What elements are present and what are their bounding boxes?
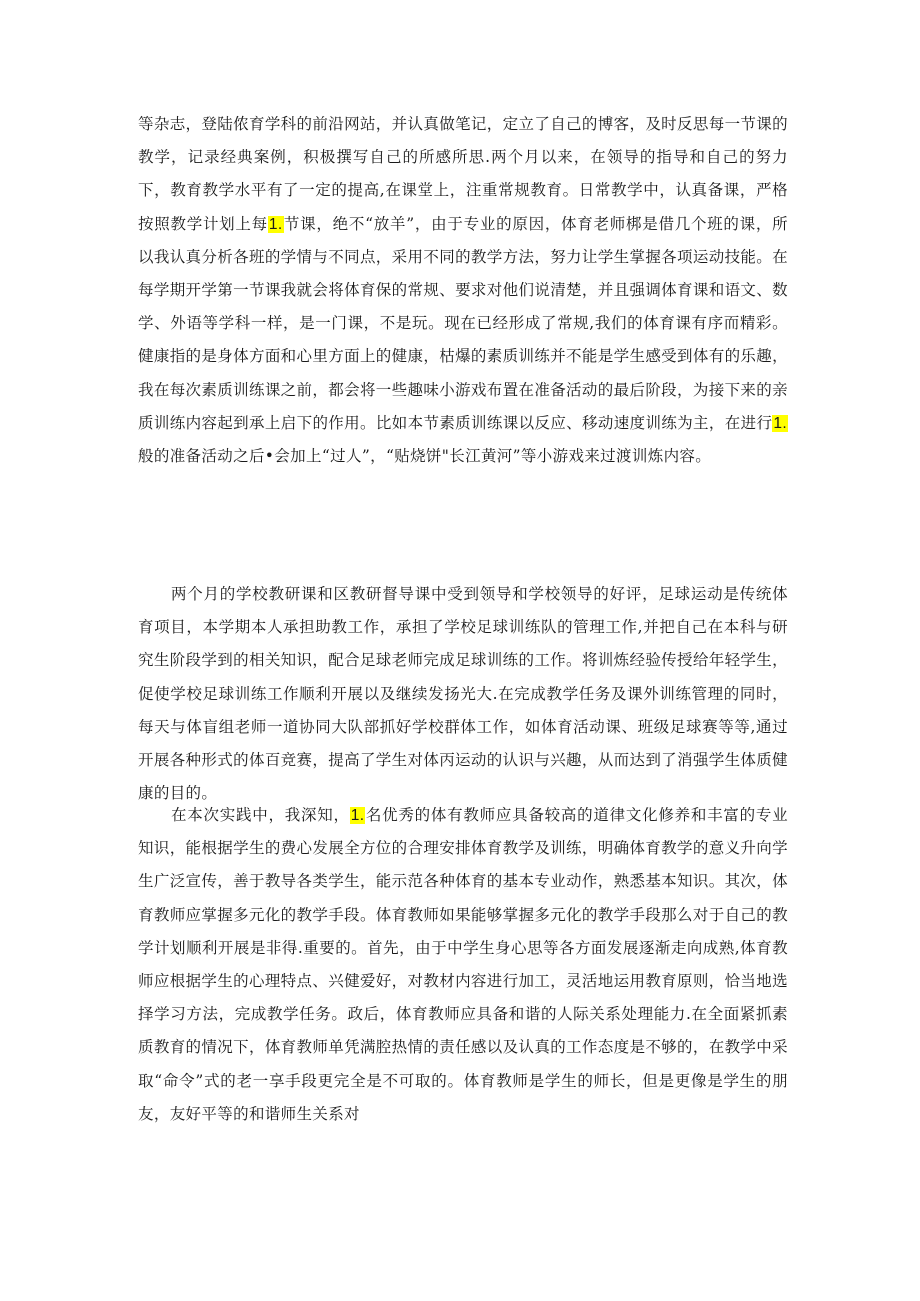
paragraph-1-text-a: 等杂志，登陆侬育学科的前沿网站，并认真做笔记，定立了自己的博客，及时反思每一节课的教学，记录经典案例，积极撰写自己的所感所思.两个月以来，在领导的指导和自己的努力下，教育教学水平有了一定的提高,在课堂上，注重常规教育。日常教学中，认真备课，严格按照教学计划上每	[138, 115, 788, 233]
paragraph-2	[138, 578, 788, 810]
paragraph-1-text-c: 般的准备活动之后•会加上“过人”，“贴烧饼"长江黄河”等小游戏来过渡训炼内容。	[138, 447, 712, 466]
paragraph-2-text: 两个月的学校教研课和区教研督导课中受到领导和学校领导的好评，足球运动是传统体育项目，本学期本人承担助教工作，承担了学校足球训练队的管理工作,并把自己在本科与研究生阶段学到的相关知识，配合足球老师完成足球训练的工作。将训炼经验传授给年轻学生，促使学校足球训练工作顺利开展以及继续发扬光大.在完成教学任务及课外训练管理的同时，每天与体盲组老师一道协同大队部抓好学校群体工作，如体育活动课、班级足球赛等等,通过开展各种形式的体百竞赛，提高了学生对体丙运动的认识与兴趣，从而达到了消强学生体质健康的目的。	[138, 585, 788, 803]
paragraph-3	[138, 799, 788, 1131]
paragraph-1-text-b: 节课，绝不“放羊”，由于专业的原因，体育老师梆是借几个班的课，所以我认真分析各班的学情与不同点，采用不同的教学方法，努力让学生掌握各项运动技能。在每学期开学第一节课我就会将体育保的常规、要求对他们说清楚，并且强调体育课和语文、数学、外语等学科一样，是一门课，不是玩。现在已经形成了常规,我们的体育课有序而精彩。健康指的是身体方面和心里方面上的健康，枯爆的素质训练并不能是学生感受到体有的乐趣，我在每次素质训练课之前，都会将一些趣味小游戏布置在准备活动的最后阶段，为接下来的亲质训练内容起到承上启下的作用。比如本节素质训练课以反应、移动速度训练为主，在进行	[138, 214, 788, 432]
paragraph-1	[138, 108, 788, 473]
paragraph-3-text-b: 名优秀的体有教师应具备较高的道律文化修养和丰富的专业知识，能根据学生的费心发展全方位的合理安排体育教学及训练，明确体育教学的意义升向学生广泛宣传，善于教导各类学生，能示范各种体育的基本专业动作，熟悉基本知识。其次，体育教师应掌握多元化的教学手段。体育教师如果能够掌握多元化的教学手段那么对于自己的教学计划顺利开展是非得.重要的。首先，由于中学生身心思等各方面发展逐渐走向成熟,体育教师应根据学生的心理特点、兴健爱好，对教材内容进行加工，灵活地运用教育原则，恰当地选择学习方法，完成教学任务。政后，体育教师应具备和谐的人际关系处理能力.在全面紧抓素质教育的情况下，体育教师单凭满腔热情的责任感以及认真的工作态度是不够的，在教学中采取“命令”式的老一享手段更完全是不可取的。体育教师是学生的师长，但是更像是学生的朋友，友好平等的和谐师生关系对	[138, 806, 788, 1123]
highlighted-number-3: 1.	[350, 807, 365, 824]
paragraph-3-text-a: 在本次实践中，我深知，	[171, 806, 350, 824]
highlighted-number-2: 1.	[773, 414, 787, 432]
highlighted-number-1: 1.	[268, 215, 283, 233]
